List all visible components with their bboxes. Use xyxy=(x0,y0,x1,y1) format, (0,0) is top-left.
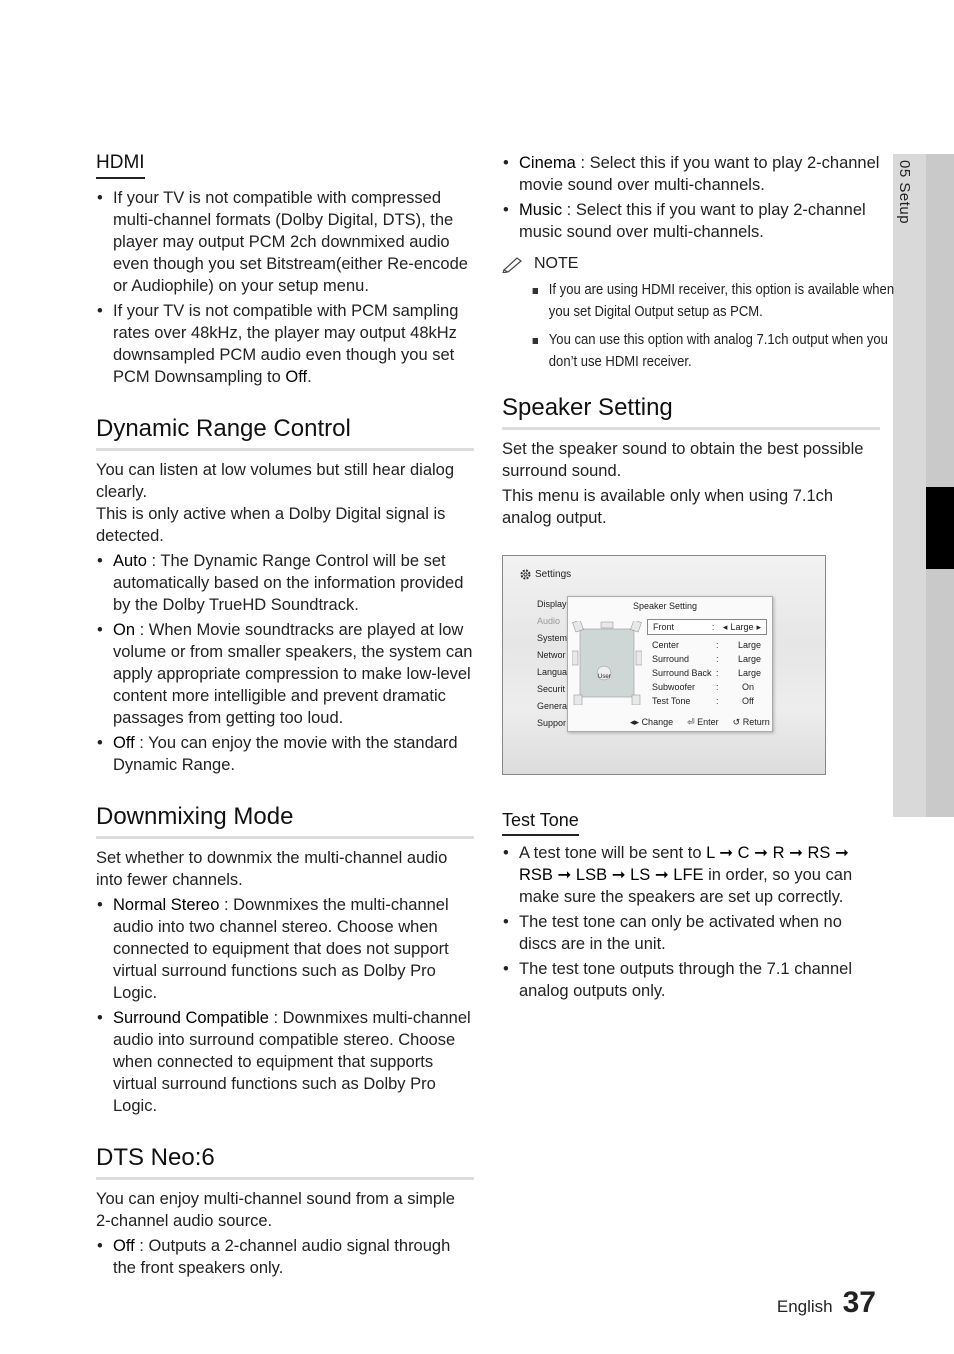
term: Normal Stereo xyxy=(113,896,220,914)
term: Auto xyxy=(113,552,147,570)
list-item xyxy=(96,187,474,297)
downmix-heading: Downmixing Mode xyxy=(96,806,474,839)
change-key xyxy=(630,716,673,728)
row-colon: : xyxy=(716,654,719,664)
list-item: • The test tone outputs through the 7.1 channel analog outputs only. xyxy=(502,958,880,1002)
settings-menu xyxy=(537,598,567,734)
row-value: Large xyxy=(730,622,754,632)
enter-key xyxy=(687,716,719,728)
note-list xyxy=(502,279,911,373)
desc: : Downmixes multi-channel audio into surround compatible stereo. Choose when connected to equipment that supports virtual surround functions such as Dolby Pro Logic. xyxy=(113,1009,471,1115)
row-test-tone[interactable] xyxy=(647,694,767,708)
list-item xyxy=(96,1235,474,1279)
downmix-intro: Set whether to downmix the multi-channel audio into fewer channels. xyxy=(96,849,448,889)
row-subwoofer[interactable] xyxy=(647,680,767,694)
page-footer xyxy=(777,1286,876,1320)
hdmi-heading: HDMI xyxy=(96,152,145,179)
speaker-heading: Speaker Setting xyxy=(502,397,880,430)
desc: : Select this if you want to play 2-channel movie sound over multi-channels. xyxy=(519,154,880,194)
list-item xyxy=(502,152,880,196)
menu-item-security[interactable]: Securit xyxy=(537,684,566,694)
chapter-tab-marker xyxy=(926,487,954,569)
row-value: Large xyxy=(738,668,762,678)
note-label: NOTE xyxy=(534,255,579,272)
chapter-tab-stripe xyxy=(926,154,954,817)
left-column xyxy=(96,152,474,1279)
enter-icon: ⏎ xyxy=(687,717,695,727)
right-column xyxy=(502,152,895,1002)
list-item xyxy=(96,732,474,776)
row-value: On xyxy=(742,682,755,692)
term: On xyxy=(113,621,136,639)
row-value: Large xyxy=(738,654,762,664)
row-surround[interactable] xyxy=(647,652,767,666)
term: Cinema xyxy=(519,154,576,172)
speaker-intro-2: This menu is available only when using 7.1ch analog output. xyxy=(502,487,834,527)
row-center[interactable] xyxy=(647,638,767,652)
list-item: • The test tone can only be activated when no discs are in the unit. xyxy=(502,911,880,955)
list-item: You can use this option with analog 7.1ch output when you don’t use HDMI receiver. xyxy=(533,329,911,373)
drc-list xyxy=(96,550,474,776)
settings-screenshot xyxy=(502,555,826,775)
settings-title-text: Settings xyxy=(535,568,572,580)
pencil-icon xyxy=(502,255,526,273)
chapter-tab xyxy=(893,154,954,817)
term: Off xyxy=(285,368,308,386)
chevron-left-icon[interactable]: ◂ xyxy=(722,622,728,632)
row-name: Test Tone xyxy=(652,696,691,706)
dialog-title: Speaker Setting xyxy=(633,601,698,611)
row-name: Subwoofer xyxy=(652,682,696,692)
term: Off xyxy=(113,734,135,752)
row-name: Front xyxy=(653,622,675,632)
list-item xyxy=(96,619,474,729)
desc: : Downmixes the multi-channel audio into two channel stereo. Choose when connected to equipment that does not support virtual surround functions such as Dolby Pro Logic. xyxy=(113,896,449,1002)
page-number: 37 xyxy=(842,1286,876,1319)
bullet-text: A test tone will be sent to xyxy=(519,844,707,862)
row-value: Large xyxy=(738,640,762,650)
note-header xyxy=(502,253,880,275)
return-label: Return xyxy=(742,717,770,727)
speaker-intro-1: Set the speaker sound to obtain the best possible surround sound. xyxy=(502,440,864,480)
drc-intro-1: You can listen at low volumes but still hear dialog clearly. xyxy=(96,461,455,501)
return-key xyxy=(733,716,770,728)
menu-item-system[interactable]: System xyxy=(537,633,568,643)
dts-list-a xyxy=(96,1235,474,1279)
list-item: If you are using HDMI receiver, this option is available when you set Digital Output setup as PCM. xyxy=(533,279,911,323)
enter-label: Enter xyxy=(697,717,719,727)
left-right-arrows-icon: ◂▸ xyxy=(630,717,640,727)
speaker-layout-diagram xyxy=(572,621,642,705)
drc-heading: Dynamic Range Control xyxy=(96,418,474,451)
list-item xyxy=(96,300,474,388)
desc: : The Dynamic Range Control will be set automatically based on the information provided by the Dolby TrueHD Soundtrack. xyxy=(113,552,464,614)
test-tone-list xyxy=(502,842,880,1002)
row-name: Surround xyxy=(652,654,690,664)
list-item xyxy=(502,842,880,908)
bullet-text: If your TV is not compatible with PCM sampling rates over 48kHz, the player may output 48kHz downsampled PCM audio even though you set PCM Downsampling to xyxy=(113,302,459,386)
desc: : Outputs a 2-channel audio signal through the front speakers only. xyxy=(113,1237,451,1277)
hdmi-list xyxy=(96,187,474,388)
settings-title xyxy=(519,568,571,581)
drc-intro-2: This is only active when a Dolby Digital signal is detected. xyxy=(96,505,446,545)
chevron-right-icon[interactable]: ▸ xyxy=(756,622,761,632)
menu-item-general[interactable]: Genera xyxy=(537,701,568,711)
term: Surround Compatible xyxy=(113,1009,269,1027)
downmix-list xyxy=(96,894,474,1117)
return-icon: ↺ xyxy=(732,717,741,727)
desc: : Select this if you want to play 2-channel music sound over multi-channels. xyxy=(519,201,866,241)
list-item xyxy=(502,199,880,243)
row-front[interactable] xyxy=(647,619,767,635)
punct: . xyxy=(307,368,312,386)
row-surround-back[interactable] xyxy=(647,666,767,680)
speaker-setting-dialog xyxy=(567,596,773,732)
menu-item-language[interactable]: Langua xyxy=(537,667,568,677)
row-colon: : xyxy=(716,640,719,650)
bullet-text: If your TV is not compatible with compressed multi-channel formats (Dolby Digital, DTS), the player may output PCM 2ch downmixed audio even though you set Bitstream(either Re-encode or Audiophile) on your setup menu. xyxy=(113,189,468,295)
dts-intro: You can enjoy multi-channel sound from a simple 2-channel audio source. xyxy=(96,1190,455,1230)
term: Off xyxy=(113,1237,135,1255)
row-name: Center xyxy=(652,640,680,650)
change-label: Change xyxy=(641,717,674,727)
speaker-rows xyxy=(647,619,767,708)
channel-sequence: L ➞ C ➞ R ➞ RS ➞ RSB ➞ LSB ➞ LS ➞ LFE xyxy=(519,844,849,884)
list-item xyxy=(96,894,474,1004)
dts-heading: DTS Neo:6 xyxy=(96,1147,474,1180)
menu-item-display[interactable]: Display xyxy=(537,599,567,609)
list-item xyxy=(96,1007,474,1117)
term: Music xyxy=(519,201,563,219)
menu-item-audio[interactable]: Audio xyxy=(537,616,561,626)
desc: : When Movie soundtracks are played at low volume or from smaller speakers, the system can apply appropriate compression to make low-level content more intelligible and prevent dramatic passages from getting too loud. xyxy=(113,621,473,727)
row-colon: : xyxy=(716,668,719,678)
desc: : You can enjoy the movie with the standard Dynamic Range. xyxy=(113,734,458,774)
bullet-text: in order, so you can make sure the speakers are set up correctly. xyxy=(519,866,853,906)
chapter-tab-label: 05 Setup xyxy=(896,160,913,225)
gear-icon xyxy=(519,568,532,581)
footer-language: English xyxy=(776,1297,833,1316)
dts-list-b xyxy=(502,152,880,243)
row-colon: : xyxy=(716,682,719,692)
user-label: User xyxy=(598,674,611,680)
menu-item-network[interactable]: Networ xyxy=(537,650,566,660)
row-colon: : xyxy=(711,622,715,632)
row-name: Surround Back xyxy=(652,668,712,678)
key-guide xyxy=(630,716,770,728)
row-value: Off xyxy=(742,696,754,706)
row-colon: : xyxy=(716,696,719,706)
list-item xyxy=(96,550,474,616)
menu-item-support[interactable]: Suppor xyxy=(537,718,567,728)
test-tone-heading: Test Tone xyxy=(502,809,579,836)
